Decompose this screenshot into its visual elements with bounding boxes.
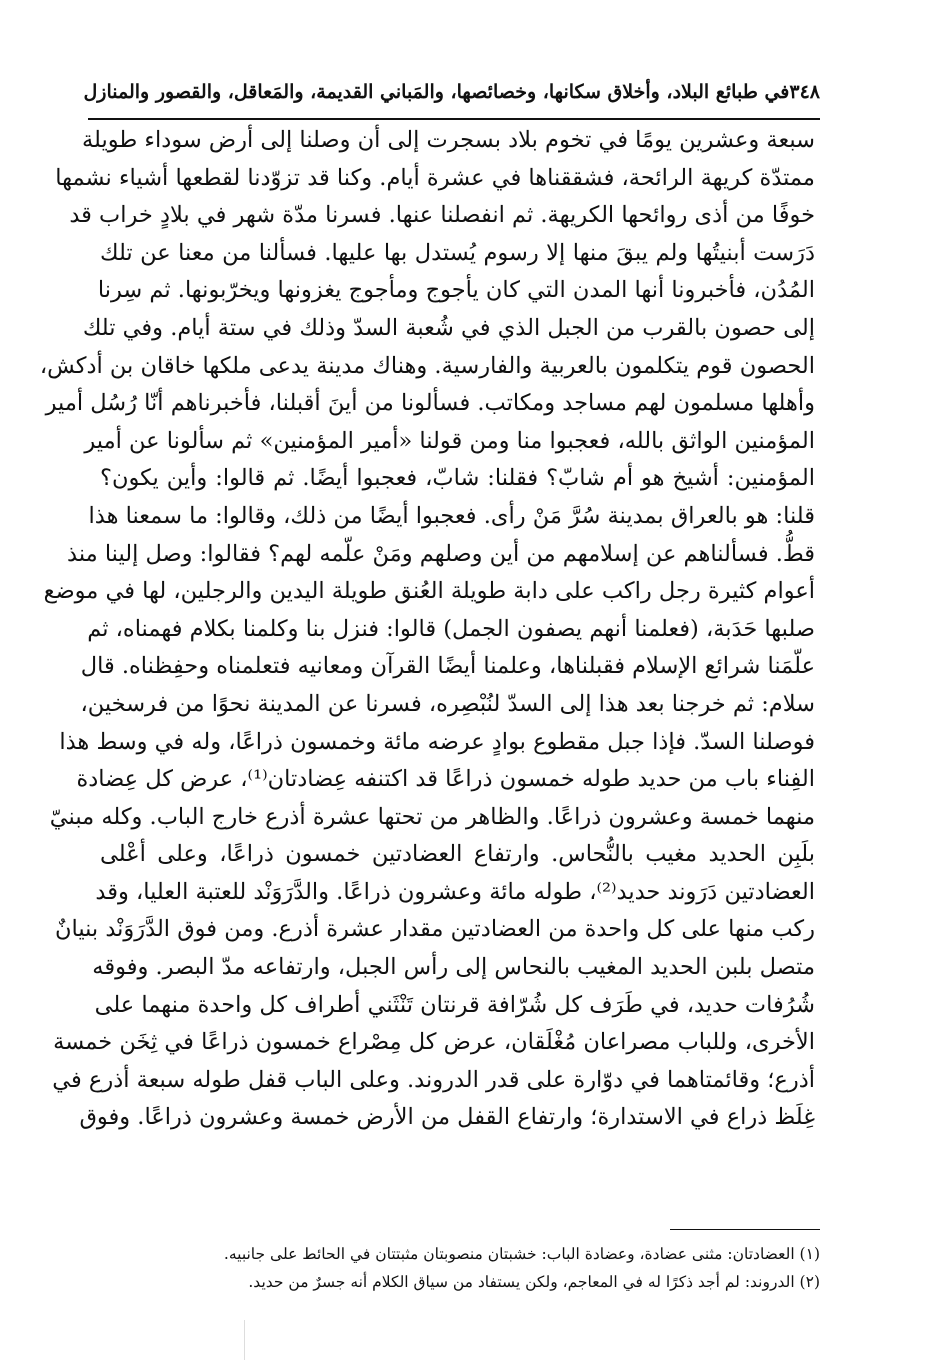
text-line: قطُّ. فسألناهم عن إسلامهم من أين وصلهم ومَنْ علّمه لهم؟ فقالوا: وصل إلينا منذ	[67, 540, 815, 567]
page-number: ٣٤٨	[789, 81, 820, 103]
text-line: شُرُفات حديد، في طَرَف كل شُرّافة قرنتان تَنْثَني أطراف كل واحدة منهما على	[94, 991, 815, 1018]
text-line: صلبها حَدَبة، (فعلمنا أنهم يصفون الجمل) قالوا: فنزل بنا وكلمنا بكلام فهمناه، ثم	[87, 615, 815, 642]
text-line: المؤمنين: أشيخ هو أم شابّ؟ فقلنا: شابّ، فعجبوا أيضًا. ثم قالوا: وأين يكون؟	[100, 465, 815, 492]
text-line: المُدُن، فأخبرونا أنها المدن التي كان يأجوج ومأجوج يغزونها ويخرّبونها. ثم سِرنا	[97, 277, 815, 304]
text-line: العضادتين دَرَوند حديد⁽²⁾، طوله مائة وعشرون ذراعًا. والدَّرَوَنْد للعتبة العليا، وقد	[95, 878, 815, 905]
main-text	[39, 122, 815, 1137]
text-line: بلَبِن الحديد مغيب بالنُّحاس. وارتفاع العضادتين خمسون ذراعًا، وعلى أعْلى	[100, 841, 815, 868]
text-line: ممتدّة كريهة الرائحة، فشققناها في عشرة أيام. وكنا قد تزوّدنا لقطعها أشياء نشمها	[55, 164, 815, 191]
text-line: فوصلنا السدّ. فإذا جبل مقطوع بوادٍ عرضه مائة وخمسون ذراعًا، وله في وسط هذا	[59, 728, 815, 755]
text-line: ركب منها على كل واحدة من العضادتين مقدار عشرة أذرع. ومن فوق الدَّرَوَنْد بنيانٌ	[54, 916, 815, 943]
text-line: دَرَست أبنيتُها ولم يبقَ منها إلا رسوم يُستدل بها عليها. فسألنا من معنا عن تلك	[100, 239, 815, 266]
text-line: سبعة وعشرين يومًا في تخوم بلاد بسجرت إلى أن وصلنا إلى أرض سوداء طويلة	[81, 127, 815, 153]
text-line: وأهلها مسلمون لهم مساجد ومكاتب. فسألونا من أينَ أقبلنا، فأخبرناهم أنّا رُسُل أمير	[45, 390, 815, 417]
text-line: سلام: ثم خرجنا بعد هذا إلى السدّ لنُبْصِره، فسرنا عن المدينة نحوًا من فرسخين،	[80, 690, 815, 717]
text-line: الفِناء باب من حديد طوله خمسون ذراعًا قد اكتنفه عِضادتان⁽¹⁾، عرض كل عِضادة	[76, 766, 815, 793]
text-line: أذرع؛ وقائمتاهما في دوّارة على قدر الدروند. وعلى الباب قفل طوله سبعة أذرع في	[52, 1066, 815, 1093]
footnote-1: (١) العضادتان: مثنى عضادة، وعضادة الباب: خشبتان منصوبتان مثبتتان في الحائط على جانبيه.	[223, 1245, 820, 1263]
text-line: إلى حصون بالقرب من الجبل الذي في شُعبة السدّ وذلك في ستة أيام. وفي تلك	[82, 314, 815, 341]
text-line: الحصون قوم يتكلمون بالعربية والفارسية. وهناك مدينة يدعى ملكها خاقان بن أدكش،	[39, 352, 815, 379]
text-line: خوفًا من أذى روائحها الكريهة. ثم انفصلنا عنها. فسرنا مدّة شهر في بلادٍ خراب قد	[69, 202, 815, 229]
margin-mark	[244, 1320, 246, 1360]
text-line: أعوام كثيرة رجل راكب على دابة طويلة العُنق طويلة اليدين والرجلين، لها في موضع	[43, 578, 815, 605]
footnote-2: (٢) الدروند: لم أجد ذكرًا له في المعاجم، ولكن يستفاد من سياق الكلام أنه جسرٌ من حديد.	[248, 1273, 820, 1291]
text-line: غِلَظ ذراع في الاستدارة؛ وارتفاع القفل من الأرض خمسة وعشرون ذراعًا. وفوق	[79, 1104, 815, 1131]
running-header	[83, 70, 820, 114]
footnote-rule	[670, 1229, 820, 1230]
text-line: المؤمنين الواثق بالله، فعجبوا منا ومن قولنا «أمير المؤمنين» ثم سألونا عن أمير	[84, 427, 815, 454]
footnotes	[130, 1240, 820, 1296]
text-line: علّمَنا شرائع الإسلام فقبلناها، وعلمنا أيضًا القرآن ومعانيه فتعلمناه وحفِظناه. قال	[80, 653, 815, 680]
running-title: في طبائع البلاد، وأخلاق سكانها، وخصائصها، والمَباني القديمة، والمَعاقل، والقصور والمنازل	[83, 81, 790, 103]
text-line: متصل بلبن الحديد المغيب بالنحاس إلى رأس الجبل، وارتفاعه مدّ البصر. وفوقه	[92, 954, 815, 981]
text-line: الأخرى، وللباب مصراعان مُغْلَقان، عرض كل مِصْراع خمسون ذراعًا في ثِخَن خمسة	[53, 1029, 815, 1056]
text-line: قلنا: هو بالعراق بمدينة سُرَّ مَنْ رأى. فعجبوا أيضًا من ذلك، وقالوا: ما سمعنا هذا	[88, 502, 815, 529]
text-line: منهما خمسة وعشرون ذراعًا. والظاهر من تحتها عشرة أذرع خارج الباب. وكله مبنيّ	[49, 803, 815, 830]
header-rule	[88, 118, 820, 120]
